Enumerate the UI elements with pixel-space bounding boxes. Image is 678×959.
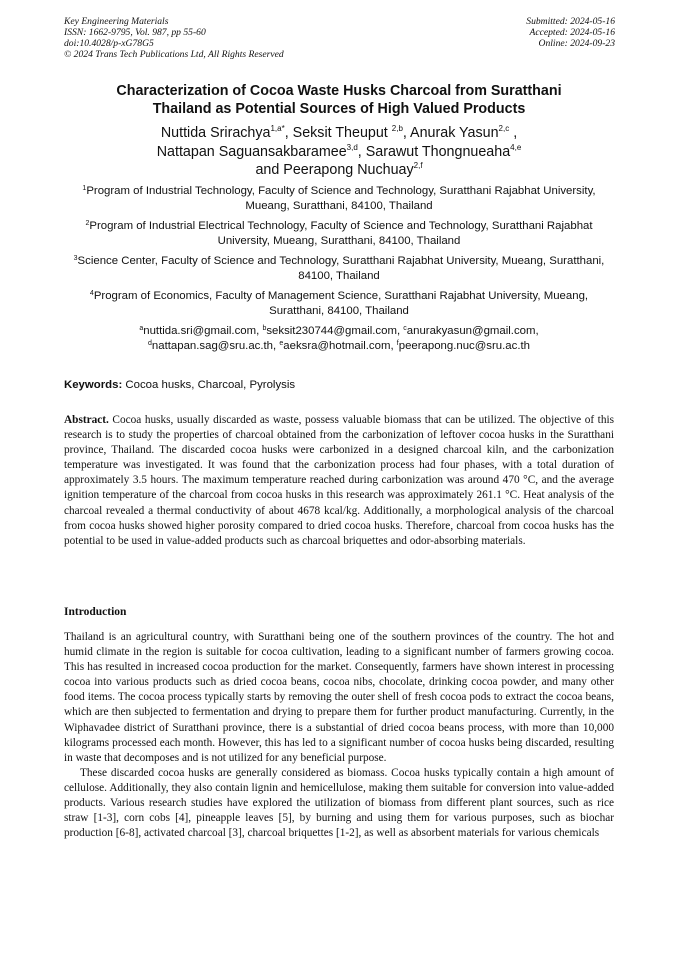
journal-name: Key Engineering Materials [64, 16, 169, 27]
keywords-text: Cocoa husks, Charcoal, Pyrolysis [125, 379, 296, 391]
email-link[interactable]: peerapong.nuc@sru.ac.th [398, 340, 530, 352]
email-line-2: $^d$nattapan.sag@sru.ac.th, $^e$aeksra@hotmail.com, $^f$peerapong.nuc@sru.ac.th [148, 340, 530, 352]
email-link[interactable]: nuttida.sri@gmail.com [143, 325, 257, 337]
author-affil: 1,a* [270, 124, 285, 133]
author-line-2 [60, 143, 618, 162]
affiliations [64, 184, 614, 354]
author-affil: 3,d [346, 142, 358, 152]
email-list [64, 324, 614, 354]
email-line-1: $^a$nuttida.sri@gmail.com, $^b$seksit230744@gmail.com, $^c$anurakyasun@gmail.com, [139, 325, 539, 337]
author-list [60, 124, 618, 180]
email-link[interactable]: seksit230744@gmail.com [266, 325, 397, 337]
email-link[interactable]: nattapan.sag@sru.ac.th [151, 340, 274, 352]
email-link[interactable]: aeksra@hotmail.com [283, 340, 391, 352]
author-sep: , [509, 125, 518, 141]
affiliation-3: $^3$Science Center, Faculty of Science and Technology, Suratthani Rajabhat University, Mueang, Suratthani, 84100, Thailand [73, 255, 605, 282]
accepted-date: Accepted: 2024-05-16 [529, 27, 615, 38]
keywords-label: Keywords: [64, 379, 123, 391]
intro-paragraph-2: These discarded cocoa husks are generally considered as biomass. Cocoa husks typically contain a high amount of cellulose. Additionally, they also contain lignin and hemicellulose, making them suitable for conversion into value-added products. Various research studies have explored the utilization of biomass from different plant sources, such as rice straw [1-3], corn cobs [4], pineapple leaves [5], by burning and using them for various purposes, such as biochar production [6-8], activated charcoal [3], charcoal briquettes [1-2], as well as absorbent materials for various chemicals [64, 766, 614, 840]
abstract [64, 413, 614, 549]
author-affil: 2,f [413, 161, 423, 170]
introduction-body [64, 630, 614, 841]
title-line-1: Characterization of Cocoa Waste Husks Charcoal from Suratthani [116, 83, 562, 99]
title-line-2: Thailand as Potential Sources of High Valued Products [152, 101, 526, 117]
author-name: Peerapong Nuchuay [283, 162, 414, 178]
author-affil: 2,c [498, 124, 510, 133]
introduction-heading: Introduction [64, 606, 127, 618]
doi: doi:10.4028/p-xG78G5 [64, 38, 154, 49]
issn-volume: ISSN: 1662-9795, Vol. 987, pp 55-60 [64, 27, 206, 38]
author-affil: 2,b [391, 124, 403, 133]
keywords [64, 378, 614, 393]
author-line-3 [60, 161, 618, 180]
abstract-text: Cocoa husks, usually discarded as waste, possess valuable biomass that can be utilized. The objective of this research is to study the properties of charcoal obtained from the carbonization of leftover cocoa husks in the Suratthani province, Thailand. The discarded cocoa husks were carbonized in a designed charcoal kiln, and the carbonization temperature was investigated. It was found that the carbonization process had four phases, with a total duration of approximately 3.5 hours. The maximum temperature reached during carbonization was around 470 °C, and the average ignition temperature of the charcoal from cocoa husks in this research was approximately 261.1 °C. Heat analysis of the charcoal revealed a thermal conductivity of about 4678 kcal/kg. Additionally, a morphological analysis of the charcoal from cocoa husks showed higher porosity compared to dried cocoa husks. Therefore, charcoal from cocoa husks has the potential to be used in value-added products such as charcoal briquettes and odor-absorbing materials. [64, 414, 614, 547]
and-word: and [255, 162, 280, 178]
affiliation-4: $^4$Program of Economics, Faculty of Management Science, Suratthani Rajabhat University, Mueang, Suratthani, 84100, Thailand [89, 290, 589, 317]
publication-dates [526, 16, 615, 49]
affiliation-1: $^1$Program of Industrial Technology, Faculty of Science and Technology, Suratthani Rajabhat University, Mueang, Suratthani, 84100, Thailand [82, 185, 596, 212]
email-link[interactable]: anurakyasun@gmail.com [406, 325, 536, 337]
affiliation-2: $^2$Program of Industrial Electrical Technology, Faculty of Science and Technology, Suratthani Rajabhat University, Mueang, Suratthani, 84100, Thailand [85, 220, 593, 247]
submitted-date: Submitted: 2024-05-16 [526, 16, 615, 27]
author-affil: 4,e [510, 142, 522, 152]
copyright: © 2024 Trans Tech Publications Ltd, All Rights Reserved [64, 49, 284, 60]
abstract-label: Abstract. [64, 414, 109, 426]
author-name: Nattapan Saguansakbaramee [156, 143, 347, 160]
author-sep: , [284, 125, 293, 141]
author-sep: , [402, 125, 411, 141]
author-name: Seksit Theuput [292, 125, 388, 141]
journal-meta [64, 16, 284, 60]
author-sep: , [357, 143, 366, 160]
author-name: Sarawut Thongnueaha [365, 143, 511, 160]
online-date: Online: 2024-09-23 [538, 38, 615, 49]
author-name: Nuttida Srirachya [160, 125, 271, 141]
author-line-1 [60, 124, 618, 143]
author-name: Anurak Yasun [410, 125, 499, 141]
intro-paragraph-1: Thailand is an agricultural country, with Suratthani being one of the southern provinces of the country. The hot and humid climate in the region is suitable for cocoa cultivation, leading to a significant number of farmers growing cocoa. This has resulted in increased cocoa production for the market. Consequently, farmers have shown interest in processing cocoa into various products such as dried cocoa beans, cocoa nibs, chocolate, drinking cocoa powder, and many other food items. The cocoa process typically starts by removing the outer shell of fresh cocoa pods to extract the cocoa beans, which are then subjected to fermentation and drying to prepare them for further product manufacturing. Currently, in the Wiphavadee district of Suratthani province, there is a substantial of dried cocoa beans process, with more than 10,000 kilograms processed each month. However, this has led to a significant number of cocoa husks being discarded, resulting in waste that decomposes and is not utilized for any beneficial purpose. [64, 631, 614, 764]
paper-title [60, 82, 618, 118]
